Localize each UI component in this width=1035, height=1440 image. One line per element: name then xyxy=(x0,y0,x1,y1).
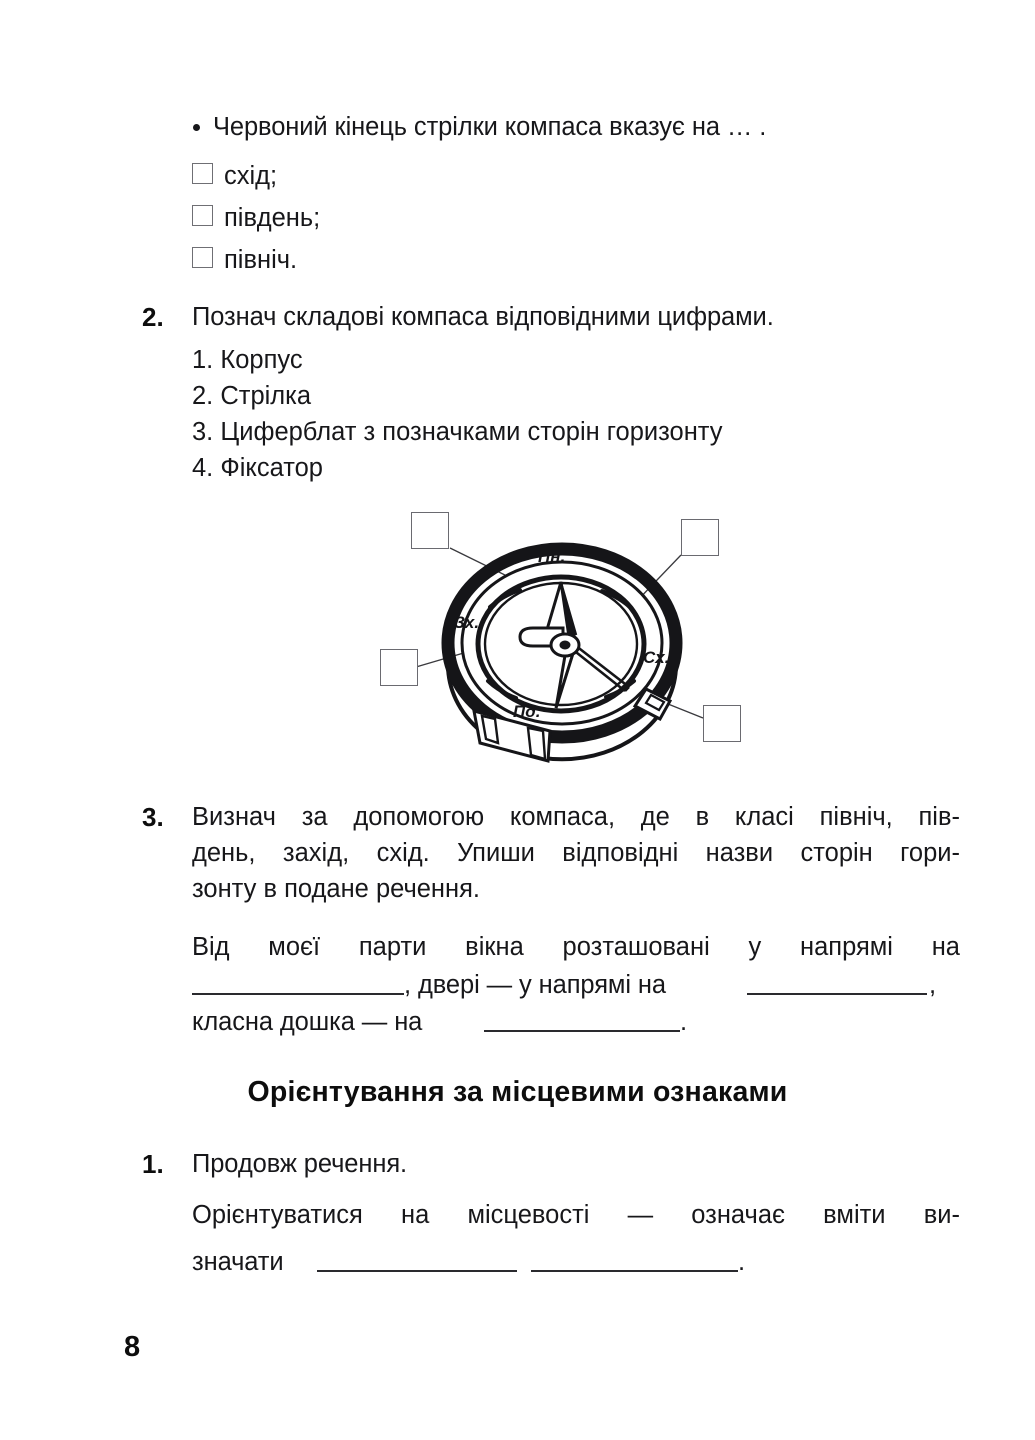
option-label-pivden: південь; xyxy=(224,204,321,232)
compass-answer-box-top-right[interactable] xyxy=(681,519,719,556)
compass-answer-box-bottom-right[interactable] xyxy=(703,705,741,742)
compass-part-item-4: 4. Фіксатор xyxy=(192,454,323,482)
task-1-number: 1. xyxy=(142,1149,164,1179)
compass-label-west: Зх. xyxy=(454,613,480,632)
compass-body xyxy=(448,549,676,761)
compass-label-north: Пн. xyxy=(538,547,566,566)
option-label-pivnich: північ. xyxy=(224,246,298,274)
compass-part-item-1: 1. Корпус xyxy=(192,346,303,374)
page-number: 8 xyxy=(124,1331,141,1363)
compass-answer-box-top-left[interactable] xyxy=(411,512,449,549)
task-1-blank-1[interactable] xyxy=(317,1270,517,1272)
compass-label-south: Пд. xyxy=(513,702,541,721)
task-3-blank-1[interactable] xyxy=(192,993,404,995)
checkbox-option-pivnich[interactable] xyxy=(192,247,213,268)
checkbox-option-skhid[interactable] xyxy=(192,163,213,184)
option-label-skhid: схід; xyxy=(224,162,278,190)
task-1-sentence-line-1: Орієнтуватися на місцевості — означає вміти ви- xyxy=(192,1201,960,1229)
task-3-blank-2[interactable] xyxy=(747,993,927,995)
task-3-sentence-line-3: класна дошка — на xyxy=(192,1008,423,1036)
task-1-prompt: Продовж речення. xyxy=(192,1150,408,1178)
task-2-prompt: Познач складові компаса відповідними цифрами. xyxy=(192,303,774,331)
task-1-blank-2[interactable] xyxy=(531,1270,738,1272)
task-3-number: 3. xyxy=(142,802,164,832)
bullet-dot-icon xyxy=(193,124,200,131)
compass-label-east: Сх. xyxy=(643,648,670,667)
compass-answer-box-middle-left[interactable] xyxy=(380,649,418,686)
compass-part-item-3: 3. Циферблат з позначками сторін горизонту xyxy=(192,418,723,446)
bullet-question-text: Червоний кінець стрілки компаса вказує на … . xyxy=(213,113,767,141)
task-2-number: 2. xyxy=(142,302,164,332)
task-3-sentence-line-2-a: , двері — у напрямі на xyxy=(404,971,666,999)
section-heading: Орієнтування за місцевими ознаками xyxy=(247,1076,788,1108)
task-3-prompt-line-2: день, захід, схід. Упиши відповідні назви сторін гори- xyxy=(192,839,960,867)
task-1-sentence-line-2-end: . xyxy=(738,1248,745,1276)
task-3-prompt-line-1: Визнач за допомогою компаса, де в класі північ, пів- xyxy=(192,803,960,831)
compass-part-item-2: 2. Стрілка xyxy=(192,382,312,410)
task-3-sentence-line-2-b: , xyxy=(929,971,936,999)
task-3-sentence-line-3-end: . xyxy=(680,1008,687,1036)
compass-diagram xyxy=(370,495,770,770)
task-3-prompt-line-3: зонту в подане речення. xyxy=(192,875,480,903)
checkbox-option-pivden[interactable] xyxy=(192,205,213,226)
task-1-sentence-line-2: значати xyxy=(192,1248,284,1276)
task-3-blank-3[interactable] xyxy=(484,1030,680,1032)
task-3-sentence-line-1: Від моєї парти вікна розташовані у напрямі на xyxy=(192,933,960,961)
